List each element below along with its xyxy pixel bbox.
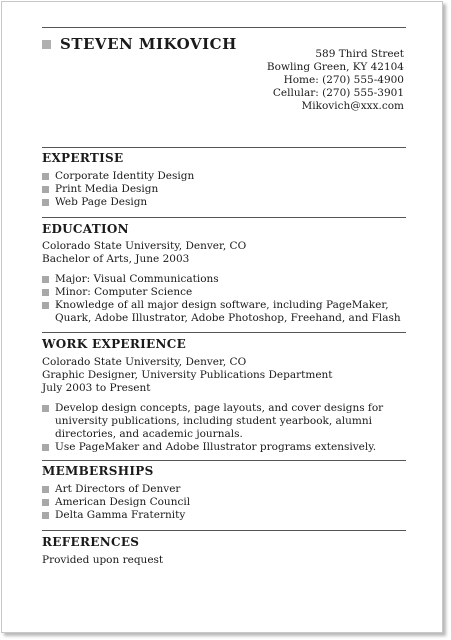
contact-city: Bowling Green, KY 42104 [266, 61, 404, 73]
work-rule [42, 332, 406, 333]
square-bullet-icon [42, 186, 49, 193]
list-item: Minor: Computer Science [42, 286, 406, 299]
list-item: Delta Gamma Fraternity [42, 509, 406, 522]
contact-block [267, 48, 404, 113]
list-item: Web Page Design [42, 196, 406, 209]
memberships-list [42, 483, 406, 522]
work-details [42, 356, 333, 395]
work-employer: Colorado State University, Denver, CO [42, 356, 247, 368]
square-bullet-icon [42, 444, 49, 451]
education-degree: Bachelor of Arts, June 2003 [42, 253, 190, 265]
work-dates: July 2003 to Present [42, 382, 151, 394]
candidate-name: STEVEN MIKOVICH [60, 35, 237, 53]
work-title: WORK EXPERIENCE [42, 337, 187, 351]
contact-cell-phone: Cellular: (270) 555-3901 [272, 87, 404, 99]
list-item: Print Media Design [42, 183, 406, 196]
expertise-rule [42, 147, 406, 148]
list-item: Develop design concepts, page layouts, and cover designs for university publications, including student yearbook, alumni directories, and academic journals. [42, 402, 406, 441]
work-position: Graphic Designer, University Publications Department [42, 369, 333, 381]
square-bullet-icon [42, 512, 49, 519]
references-title: REFERENCES [42, 535, 140, 549]
education-details [42, 240, 246, 266]
memberships-rule [42, 460, 406, 461]
name-header [42, 34, 237, 54]
list-item: Major: Visual Communications [42, 273, 406, 286]
list-item: Use PageMaker and Adobe Illustrator programs extensively. [42, 441, 406, 454]
resume-page [1, 1, 443, 633]
square-bullet-icon [42, 199, 49, 206]
contact-home-phone: Home: (270) 555-4900 [283, 74, 404, 86]
expertise-title: EXPERTISE [42, 151, 124, 165]
top-rule [42, 27, 406, 28]
expertise-list [42, 170, 406, 209]
memberships-title: MEMBERSHIPS [42, 464, 154, 478]
work-list [42, 402, 406, 454]
contact-street: 589 Third Street [315, 48, 404, 60]
references-text: Provided upon request [42, 554, 164, 566]
references-rule [42, 530, 406, 531]
list-item: Art Directors of Denver [42, 483, 406, 496]
square-bullet-icon [42, 405, 49, 412]
education-list [42, 273, 406, 325]
contact-email[interactable]: Mikovich@xxx.com [301, 100, 404, 112]
square-bullet-icon [42, 40, 51, 49]
list-item: American Design Council [42, 496, 406, 509]
square-bullet-icon [42, 173, 49, 180]
square-bullet-icon [42, 499, 49, 506]
square-bullet-icon [42, 486, 49, 493]
square-bullet-icon [42, 289, 49, 296]
education-school: Colorado State University, Denver, CO [42, 240, 247, 252]
list-item: Knowledge of all major design software, including PageMaker, Quark, Adobe Illustrator, Adobe Photoshop, Freehand, and Flash [42, 299, 406, 325]
square-bullet-icon [42, 276, 49, 283]
list-item: Corporate Identity Design [42, 170, 406, 183]
education-rule [42, 217, 406, 218]
education-title: EDUCATION [42, 222, 129, 236]
square-bullet-icon [42, 302, 49, 309]
